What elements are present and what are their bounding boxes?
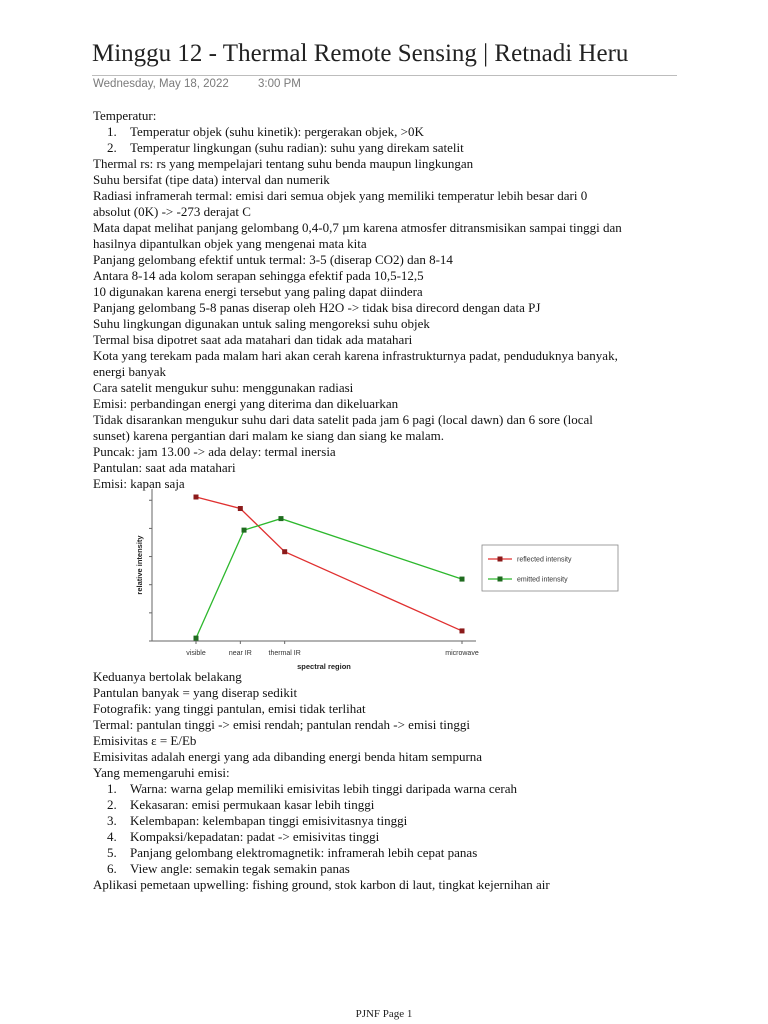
data-point xyxy=(460,628,465,633)
emission-factor-list xyxy=(93,781,713,877)
data-point xyxy=(242,528,247,533)
list-item-number: 2. xyxy=(107,797,117,812)
note-line: Mata dapat melihat panjang gelombang 0,4-0,7 µm karena atmosfer ditransmisikan sampai tinggi dan xyxy=(93,220,622,235)
x-tick-label: thermal IR xyxy=(268,650,301,657)
data-point xyxy=(460,577,465,582)
data-point xyxy=(282,549,287,554)
data-point xyxy=(238,506,243,511)
x-axis-title: spectral region xyxy=(297,662,351,671)
title-divider xyxy=(92,75,677,76)
note-line: Aplikasi pemetaan upwelling: fishing ground, stok karbon di laut, tingkat kejernihan air xyxy=(93,877,550,892)
list-item xyxy=(93,813,713,829)
note-line: Emisivitas adalah energi yang ada dibanding energi benda hitam sempurna xyxy=(93,749,483,764)
series-line xyxy=(196,497,462,631)
notes-section-emission xyxy=(93,669,713,893)
list-item xyxy=(93,797,713,813)
temperature-list xyxy=(93,124,713,156)
note-line: hasilnya dipantulkan objek yang mengenai mata kita xyxy=(93,236,367,251)
list-item-text: Kekasaran: emisi permukaan kasar lebih tinggi xyxy=(130,797,375,812)
note-line: Keduanya bertolak belakang xyxy=(93,669,242,684)
legend-marker xyxy=(498,557,503,562)
data-point xyxy=(194,636,199,641)
list-item xyxy=(93,845,713,861)
page-title: Minggu 12 - Thermal Remote Sensing | Retnadi Heru xyxy=(92,40,629,67)
note-line: Suhu bersifat (tipe data) interval dan numerik xyxy=(93,172,330,187)
note-line: Kota yang terekam pada malam hari akan cerah karena infrastrukturnya padat, penduduknya banyak, xyxy=(93,348,618,363)
note-line: Emisi: kapan saja xyxy=(93,476,185,491)
list-item xyxy=(93,124,713,140)
notes-lines-before xyxy=(93,669,713,781)
list-item-number: 3. xyxy=(107,813,117,828)
note-line: Pantulan banyak = yang diserap sedikit xyxy=(93,685,298,700)
list-item xyxy=(93,140,713,156)
legend-box xyxy=(482,545,618,591)
list-item-text: View angle: semakin tegak semakin panas xyxy=(130,861,350,876)
page-footer: PJNF Page 1 xyxy=(355,1008,413,1020)
note-line: Panjang gelombang efektif untuk termal: 3-5 (diserap CO2) dan 8-14 xyxy=(93,252,453,267)
note-line: energi banyak xyxy=(93,364,167,379)
note-line: absolut (0K) -> -273 derajat C xyxy=(93,204,251,219)
note-line: Emisivitas ε = E/Eb xyxy=(93,733,197,748)
note-line: Emisi: perbandingan energi yang diterima dan dikeluarkan xyxy=(93,396,399,411)
list-item-number: 2. xyxy=(107,140,117,155)
note-line: Fotografik: yang tinggi pantulan, emisi tidak terlihat xyxy=(93,701,366,716)
note-line: Pantulan: saat ada matahari xyxy=(93,460,236,475)
notes-lines-after xyxy=(93,877,713,893)
list-item-number: 4. xyxy=(107,829,117,844)
list-item xyxy=(93,829,713,845)
note-line: Thermal rs: rs yang mempelajari tentang suhu benda maupun lingkungan xyxy=(93,156,474,171)
list-item-text: Temperatur lingkungan (suhu radian): suhu yang direkam satelit xyxy=(130,140,464,155)
data-point xyxy=(278,516,283,521)
list-item-text: Kompaksi/kepadatan: padat -> emisivitas tinggi xyxy=(130,829,380,844)
list-item-text: Warna: warna gelap memiliki emisivitas lebih tinggi daripada warna cerah xyxy=(130,781,518,796)
x-tick-label: visible xyxy=(186,650,206,657)
x-tick-label: microwave xyxy=(445,650,479,657)
list-item-text: Kelembapan: kelembapan tinggi emisivitasnya tinggi xyxy=(130,813,408,828)
spectral-intensity-chart xyxy=(130,485,630,675)
note-line: 10 digunakan karena energi tersebut yang paling dapat diindera xyxy=(93,284,423,299)
note-line: Puncak: jam 13.00 -> ada delay: termal inersia xyxy=(93,444,336,459)
list-item-text: Temperatur objek (suhu kinetik): pergerakan objek, >0K xyxy=(130,124,424,139)
data-point xyxy=(194,495,199,500)
note-line: sunset) karena pergantian dari malam ke siang dan siang ke malam. xyxy=(93,428,444,443)
note-line: Radiasi inframerah termal: emisi dari semua objek yang memiliki temperatur lebih besar dari 0 xyxy=(93,188,588,203)
note-line: Termal: pantulan tinggi -> emisi rendah; pantulan rendah -> emisi tinggi xyxy=(93,717,470,732)
list-item-number: 1. xyxy=(107,781,117,796)
list-item xyxy=(93,781,713,797)
note-line: Cara satelit mengukur suhu: menggunakan radiasi xyxy=(93,380,354,395)
list-item-number: 5. xyxy=(107,845,117,860)
note-line: Tidak disarankan mengukur suhu dari data satelit pada jam 6 pagi (local dawn) dan 6 sore (local xyxy=(93,412,593,427)
section-heading: Temperatur: xyxy=(93,108,157,123)
list-item-text: Panjang gelombang elektromagnetik: inframerah lebih cepat panas xyxy=(130,845,478,860)
list-item xyxy=(93,861,713,877)
list-item-number: 1. xyxy=(107,124,117,139)
notes-lines xyxy=(93,156,713,492)
note-line: Suhu lingkungan digunakan untuk saling mengoreksi suhu objek xyxy=(93,316,430,331)
note-line: Panjang gelombang 5-8 panas diserap oleh H2O -> tidak bisa direcord dengan data PJ xyxy=(93,300,541,315)
note-time: 3:00 PM xyxy=(258,78,301,90)
chart-svg xyxy=(130,485,630,675)
note-line: Antara 8-14 ada kolom serapan sehingga efektif pada 10,5-12,5 xyxy=(93,268,424,283)
notes-section-temperature xyxy=(93,108,713,492)
series-line xyxy=(196,519,462,639)
x-tick-label: near IR xyxy=(228,650,252,657)
note-date: Wednesday, May 18, 2022 xyxy=(93,78,229,90)
list-item-number: 6. xyxy=(107,861,117,876)
note-line: Yang memengaruhi emisi: xyxy=(93,765,230,780)
legend-label: reflected intensity xyxy=(517,556,572,564)
legend-marker xyxy=(498,577,503,582)
note-line: Termal bisa dipotret saat ada matahari dan tidak ada matahari xyxy=(93,332,413,347)
legend-label: emitted intensity xyxy=(517,576,568,584)
y-axis-title: relative intensity xyxy=(135,535,144,595)
